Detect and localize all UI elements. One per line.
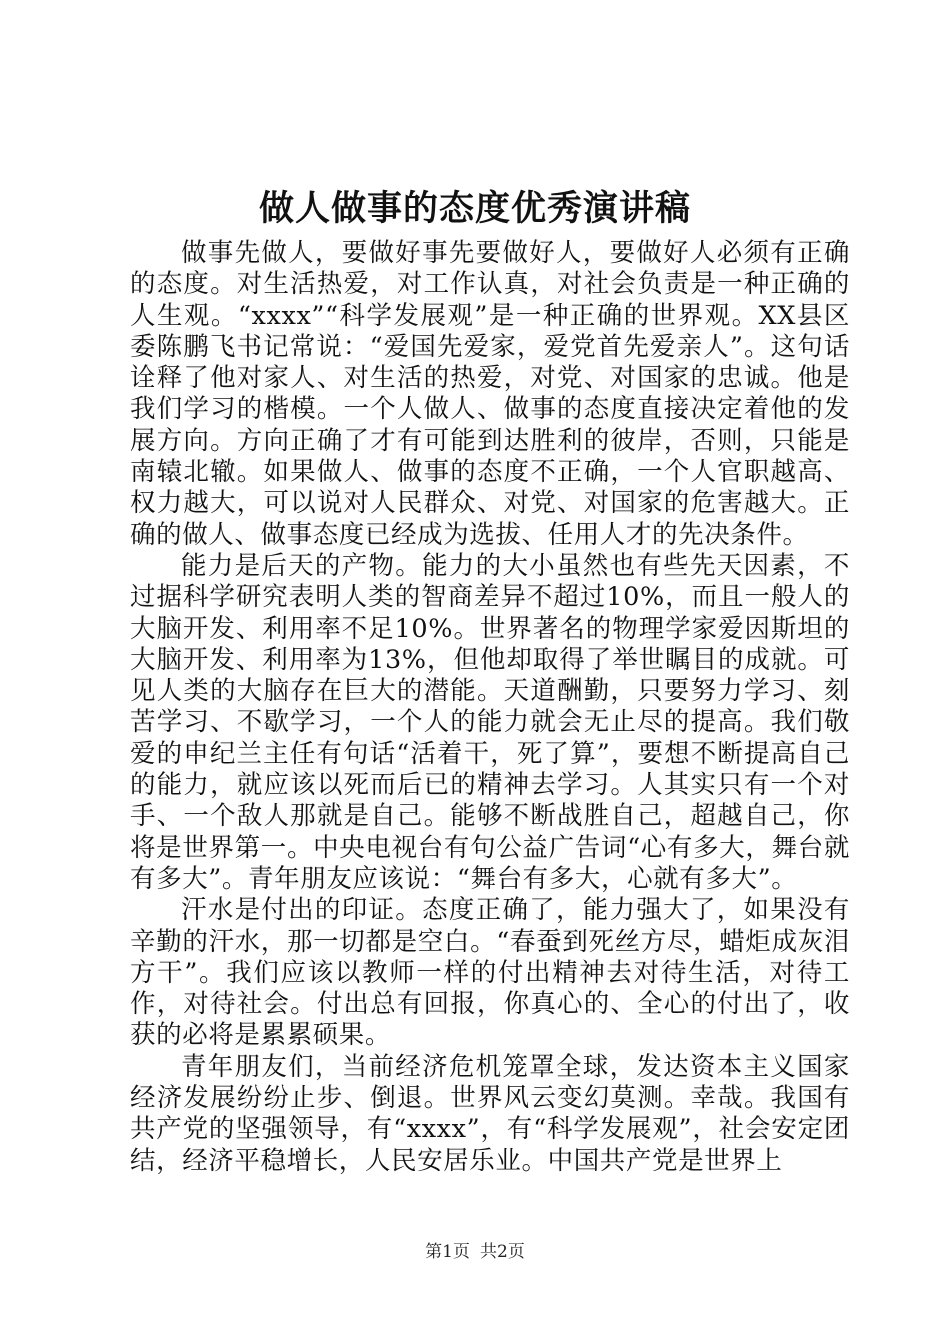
paragraph-3: 汗水是付出的印证。态度正确了，能力强大了，如果没有辛勤的汗水，那一切都是空白。“春蚕到死丝方尽，蜡炬成灰泪方干”。我们应该以教师一样的付出精神去对待生活，对待工作，对待社会。付出总有回报，你真心的、全心的付出了，收获的必将是累累硕果。 <box>130 895 850 1051</box>
paragraph-2: 能力是后天的产物。能力的大小虽然也有些先天因素，不过据科学研究表明人类的智商差异不超过10%，而且一般人的大脑开发、利用率不足10%。世界著名的物理学家爱因斯坦的大脑开发、利用率为13%，但他却取得了举世瞩目的成就。可见人类的大脑存在巨大的潜能。天道酬勤，只要努力学习、刻苦学习、不歇学习，一个人的能力就会无止尽的提高。我们敬爱的申纪兰主任有句话“活着干，死了算”，要想不断提高自己的能力，就应该以死而后已的精神去学习。人其实只有一个对手、一个敌人那就是自己。能够不断战胜自己，超越自己，你将是世界第一。中央电视台有句公益广告词“心有多大，舞台就有多大”。青年朋友应该说：“舞台有多大，心就有多大”。 <box>130 550 850 894</box>
paragraph-1: 做事先做人，要做好事先要做好人，要做好人必须有正确的态度。对生活热爱，对工作认真，对社会负责是一种正确的人生观。“xxxx”“科学发展观”是一种正确的世界观。XX县区委陈鹏飞书记常说：“爱国先爱家，爱党首先爱亲人”。这句话诠释了他对家人、对生活的热爱，对党、对国家的忠诚。他是我们学习的楷模。一个人做人、做事的态度直接决定着他的发展方向。方向正确了才有可能到达胜利的彼岸，否则，只能是南辕北辙。如果做人、做事的态度不正确，一个人官职越高、权力越大，可以说对人民群众、对党、对国家的危害越大。正确的做人、做事态度已经成为选拔、任用人才的先决条件。 <box>130 238 850 550</box>
document-title: 做人做事的态度优秀演讲稿 <box>258 188 691 229</box>
page-total: 共2页 <box>480 1242 525 1262</box>
page-number: 第1页 <box>425 1242 470 1262</box>
page-footer <box>0 1240 950 1264</box>
paragraph-4: 青年朋友们，当前经济危机笼罩全球，发达资本主义国家经济发展纷纷止步、倒退。世界风云变幻莫测。幸哉。我国有共产党的坚强领导，有“xxxx”，有“科学发展观”，社会安定团结，经济平稳增长，人民安居乐业。中国共产党是世界上 <box>130 1051 850 1176</box>
document-body <box>130 238 850 1177</box>
